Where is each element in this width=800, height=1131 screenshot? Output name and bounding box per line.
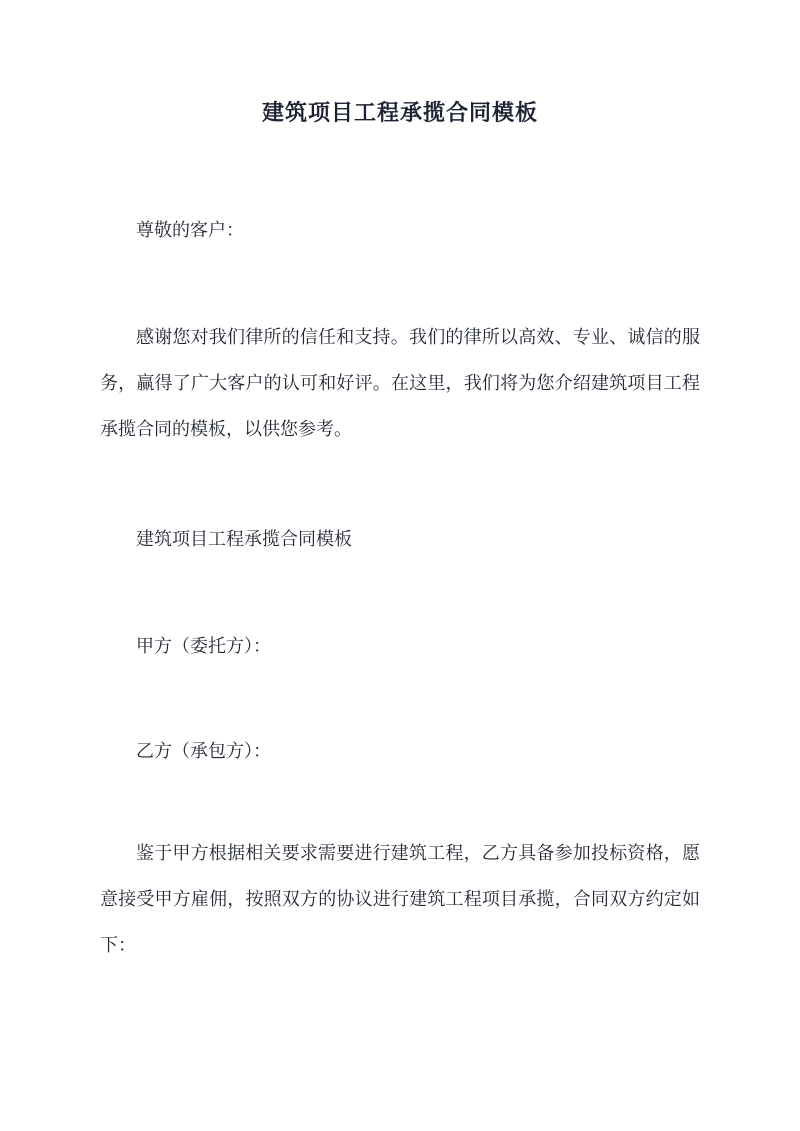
party-a-paragraph: 甲方（委托方）： [136, 636, 271, 657]
party-b-paragraph: 乙方（承包方）： [136, 741, 271, 762]
recital-paragraph: 鉴于甲方根据相关要求需要进行建筑工程，乙方具备参加投标资格，愿意接受甲方雇佣，按照双方的协议进行建筑工程项目承揽，合同双方约定如下： [100, 843, 700, 956]
template-heading-paragraph: 建筑项目工程承揽合同模板 [136, 529, 352, 550]
greeting-paragraph: 尊敬的客户： [136, 220, 244, 241]
document-title: 建筑项目工程承揽合同模板 [261, 100, 538, 126]
intro-paragraph: 感谢您对我们律所的信任和支持。我们的律所以高效、专业、诚信的服务，赢得了广大客户的认可和好评。在这里，我们将为您介绍建筑项目工程承揽合同的模板，以供您参考。 [100, 327, 700, 440]
